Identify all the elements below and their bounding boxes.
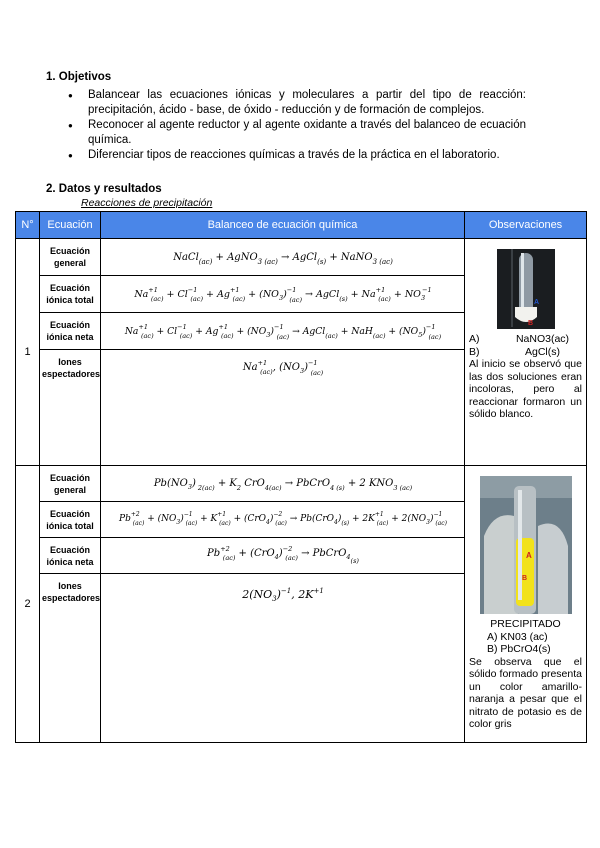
equation-2-total bbox=[103, 503, 463, 533]
section-1-title: 1. Objetivos bbox=[46, 71, 112, 83]
label-general: Ecuación general bbox=[40, 466, 101, 502]
label-net: Ecuación iónica neta bbox=[40, 313, 101, 350]
header-balance: Balanceo de ecuación química bbox=[101, 212, 465, 239]
section-2-title: 2. Datos y resultados bbox=[46, 183, 162, 195]
row-number: 2 bbox=[16, 466, 40, 743]
equation-general bbox=[101, 239, 465, 276]
row-number: 1 bbox=[16, 239, 40, 466]
svg-text:2(NO3)−1, 2K+1: $2(NO_3)^{-1}$, $2K^{+1}$ bbox=[241, 587, 324, 603]
header-equation: Ecuación bbox=[40, 212, 101, 239]
header-num: N° bbox=[16, 212, 40, 239]
equation-total bbox=[101, 276, 465, 313]
objectives-list bbox=[64, 88, 526, 163]
objective-item: ● Diferenciar tipos de reacciones químicas a través de la práctica en el laboratorio. bbox=[64, 148, 526, 163]
table-row bbox=[16, 239, 587, 276]
svg-text:NaCl(ac) + AgNO3 (ac) → AgCl(s: NaCl$_{(ac)}$ + AgNO$_{3 (ac)}$ → AgCl$_{(s)}$ + NaNO$_{3 (ac)}$ bbox=[172, 251, 393, 266]
equation-2-net bbox=[103, 539, 463, 569]
svg-text:Pb+2(ac) + (NO3)−1(ac) + K+1(a: $Pb^{+2}$ $(ac) + (NO_3)^{-1}$ $(ac) + K^{+1}$ $(ac) + (CrO_4)^{-2}$ $(ac) \to Pb(CrO_4)_{(s)} + 2K^{+1}$ $(ac) + 2(NO_3)^{-1}$ (ac) bbox=[118, 511, 447, 527]
label-spectators: Iones espectadores bbox=[40, 350, 101, 466]
label-net: Ecuación iónica neta bbox=[40, 538, 101, 574]
observation-note-2: Se observa que el sólido formado presenta un color amarillo-naranja a pesar que el nitrato de potasio es de color gris bbox=[469, 655, 582, 730]
svg-text:Na+1(ac) + Cl−1(ac) + Ag+1(ac): $Na^{+1}$ $(ac) + Cl^{-1}$ $(ac) + Ag^{+1}$ $(ac) + (NO_3)^{-1}$ (ac) → AgCl$_{(s)}$ + $Na^{+1}$ $(ac) + NO_3-1$ bbox=[133, 285, 432, 304]
precipitate-caption: PRECIPITADO bbox=[490, 618, 561, 630]
equation-net bbox=[101, 538, 465, 574]
observation-b: B) AgCl(s) bbox=[469, 345, 560, 358]
observation-b: B) PbCrO4(s) bbox=[487, 643, 551, 655]
observations-2 bbox=[465, 466, 587, 743]
svg-text:A: A bbox=[533, 299, 539, 306]
test-tube-photo-1 bbox=[497, 249, 555, 329]
equation-1-general bbox=[103, 241, 463, 271]
equation-net bbox=[101, 313, 465, 350]
table-row bbox=[16, 466, 587, 502]
header-observations: Observaciones bbox=[465, 212, 587, 239]
label-general: Ecuación general bbox=[40, 239, 101, 276]
svg-text:Pb+2(ac) + (CrO4)−2(ac) → PbCr: $Pb^{+2}$ $(ac) + (CrO_4)^{-2}$ (ac) → PbCrO$_{4(s)}$ bbox=[206, 545, 359, 565]
equation-spectators bbox=[101, 574, 465, 743]
label-total: Ecuación iónica total bbox=[40, 276, 101, 313]
label-total: Ecuación iónica total bbox=[40, 502, 101, 538]
equation-total bbox=[101, 502, 465, 538]
section-2-subtitle: Reacciones de precipitación bbox=[81, 197, 213, 209]
svg-text:Na+1(ac), (NO3)−1(ac): $Na^{+1}$ (ac), $(NO_3)^{-1}$ (ac) bbox=[242, 359, 323, 377]
observation-a: A) KN03 (ac) bbox=[487, 630, 548, 643]
svg-text:A: A bbox=[525, 551, 532, 560]
equation-2-general bbox=[103, 467, 463, 497]
equation-1-net bbox=[103, 315, 463, 345]
objective-item: ● Balancear las ecuaciones iónicas y moleculares a partir del tipo de reacción: precipitación, ácido - base, de óxido - reducción y de formación de complejos. bbox=[64, 88, 526, 118]
equation-1-total bbox=[103, 278, 463, 308]
svg-text:Na+1(ac) + Cl−1(ac) + Ag+1(ac): $Na^{+1}$ $(ac) + Cl^{-1}$ $(ac) + Ag^{+1}$ $(ac) + (NO_3)^{-1}$ (ac) → AgCl$_{(ac)}$ + $NaH_{(ac)} + (NO_5)^{-1}$ (ac) bbox=[124, 322, 441, 341]
results-table bbox=[15, 211, 587, 743]
equation-1-spectators bbox=[103, 356, 463, 386]
svg-text:B: B bbox=[527, 320, 533, 327]
label-spectators: Iones espectadores bbox=[40, 574, 101, 743]
observation-a: A) NaNO3(ac) bbox=[469, 333, 570, 345]
observation-note-1: Al inicio se observó que las dos soluciones eran incoloras, pero al reaccionar formaron un sólido blanco. bbox=[469, 358, 582, 420]
objective-item: ● Reconocer al agente reductor y al agente oxidante a través del balanceo de ecuación química. bbox=[64, 118, 526, 148]
svg-text:B: B bbox=[521, 575, 527, 582]
observations-1 bbox=[465, 239, 587, 466]
svg-text:Pb(NO3) 2(ac) + K2 CrO4(ac) →: $Pb(NO_3) _{2(ac)} + K_2$ CrO$_{4(ac)}$ → PbCrO$_{4 (s)}$ + 2 $KNO_{3 (ac)}$ bbox=[153, 478, 412, 492]
equation-spectators bbox=[101, 350, 465, 466]
test-tube-photo-2 bbox=[480, 476, 572, 614]
equation-2-spectators bbox=[103, 580, 463, 610]
table-header-row bbox=[16, 212, 587, 239]
equation-general bbox=[101, 466, 465, 502]
